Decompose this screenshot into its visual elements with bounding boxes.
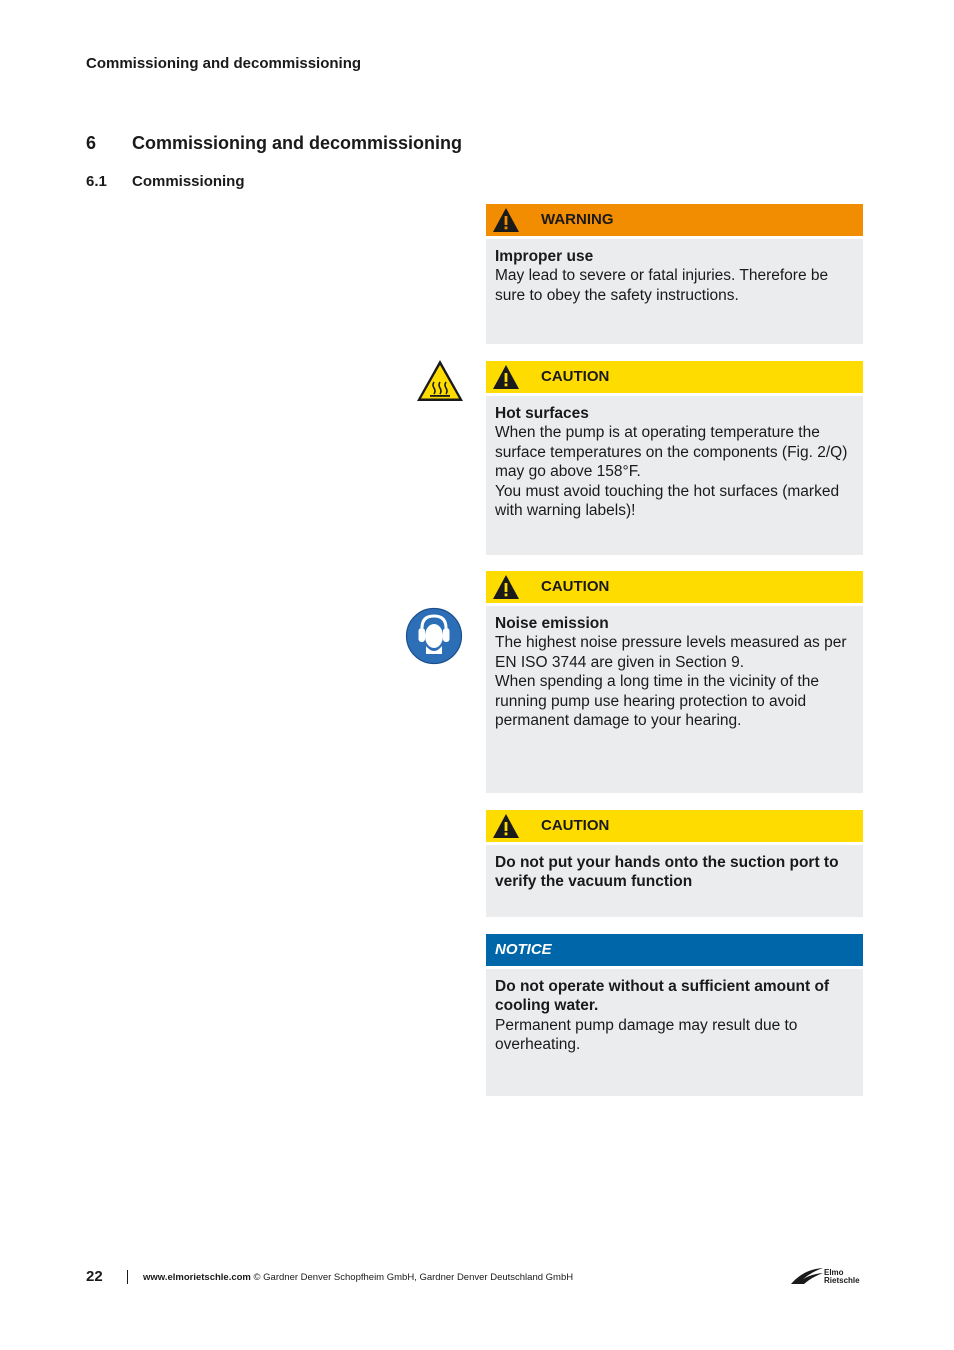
- section-title: Commissioning and decommissioning: [132, 133, 463, 153]
- logo-line-2: Rietschle: [824, 1276, 860, 1285]
- footer-url: www.elmorietschle.com: [143, 1272, 251, 1283]
- hot-surface-warning-icon: [416, 359, 464, 402]
- warning-bar: [486, 204, 863, 236]
- logo-line-1: Elmo: [824, 1268, 844, 1277]
- logo-wordmark: [824, 1269, 860, 1285]
- caution-bar: [486, 361, 863, 393]
- notice-body: [486, 969, 863, 1096]
- warning-triangle-icon: [492, 813, 520, 839]
- page-number: 22: [86, 1268, 103, 1285]
- caution-bar: [486, 810, 863, 842]
- warning-triangle-icon: [492, 574, 520, 600]
- caution-title: Noise emission: [495, 615, 609, 632]
- caution-label: CAUTION: [541, 578, 610, 595]
- subsection-title: Commissioning: [132, 173, 245, 190]
- warning-text: May lead to severe or fatal injuries. Therefore be sure to obey the safety instructions.: [495, 267, 829, 304]
- caution-label: CAUTION: [541, 368, 610, 385]
- caution-body: [486, 845, 863, 917]
- warning-triangle-icon: [492, 364, 520, 390]
- hearing-protection-icon: [404, 606, 464, 666]
- footer-copyright: © Gardner Denver Schopfheim GmbH, Gardner Denver Deutschland GmbH: [253, 1272, 574, 1283]
- warning-body: [486, 239, 863, 344]
- footer-text: [143, 1272, 573, 1283]
- notice-cooling-water: [486, 934, 863, 1096]
- caution-label: CAUTION: [541, 817, 610, 834]
- notice-title: Do not operate without a sufficient amount of cooling water.: [495, 978, 830, 1015]
- caution-title: Hot surfaces: [495, 405, 589, 422]
- caution-noise-emission: [486, 571, 863, 793]
- warning-notice: [486, 204, 863, 344]
- caution-body: [486, 606, 863, 793]
- warning-title: Improper use: [495, 248, 594, 265]
- caution-title: Do not put your hands onto the suction port to verify the vacuum function: [495, 854, 839, 891]
- notice-text: Permanent pump damage may result due to overheating.: [495, 1016, 798, 1054]
- caution-text-line: The highest noise pressure levels measured as per EN ISO 3744 are given in Section 9.: [495, 634, 847, 671]
- caution-text-line: You must avoid touching the hot surfaces (marked with warning labels)!: [495, 482, 840, 520]
- running-header: Commissioning and decommissioning: [86, 55, 362, 72]
- caution-text-line: When spending a long time in the vicinity of the running pump use hearing protection to avoid permanent damage to your hearing.: [495, 673, 819, 730]
- caution-suction-port: [486, 810, 863, 917]
- subsection-number: 6.1: [86, 173, 107, 190]
- section-number: 6: [86, 133, 97, 153]
- warning-label: WARNING: [541, 211, 614, 228]
- caution-text-line: When the pump is at operating temperature the surface temperatures on the components (Fig. 2/Q) may go above 158°F.: [495, 424, 848, 481]
- caution-body: [486, 396, 863, 555]
- caution-hot-surfaces: [486, 361, 863, 555]
- footer-divider: [127, 1270, 128, 1284]
- notice-label: NOTICE: [495, 941, 552, 958]
- notice-bar: [486, 934, 863, 966]
- caution-bar: [486, 571, 863, 603]
- elmo-rietschle-logo-icon: [790, 1265, 824, 1285]
- warning-triangle-icon: [492, 207, 520, 233]
